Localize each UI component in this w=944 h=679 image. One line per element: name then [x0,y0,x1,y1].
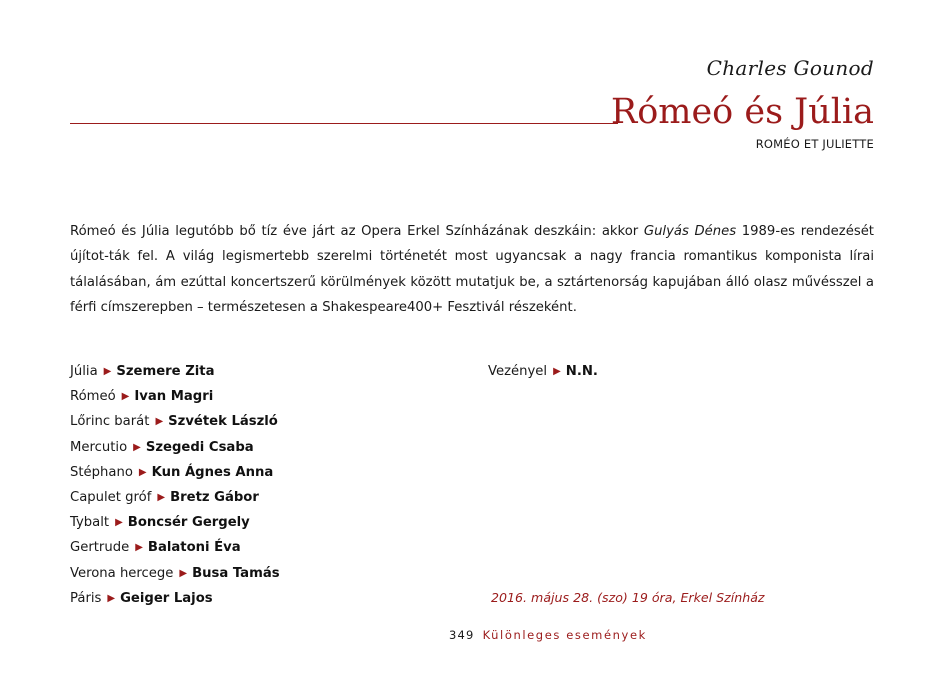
arrow-icon: ▶ [103,366,112,377]
cast-role: Lőrinc barát [70,414,150,430]
cast-role: Rómeó [70,389,116,405]
intro-paragraph [70,219,874,320]
cast-performer: Busa Tamás [192,565,280,581]
arrow-icon: ▶ [157,491,166,503]
cast-performer: Szemere Zita [116,364,215,379]
page-number: 349 [449,628,475,642]
cast-list [70,362,450,614]
cast-performer: Kun Ágnes Anna [151,464,274,480]
cast-performer: Ivan Magri [134,389,214,405]
composer-name: Charles Gounod [706,56,874,80]
cast-role: Capulet gróf [70,489,152,505]
intro-text-1: Rómeó és Júlia legutóbb bő tíz éve járt az Opera Erkel Színházának deszkáin: akkor [70,224,644,240]
arrow-icon: ▶ [179,567,188,579]
arrow-icon: ▶ [115,517,123,529]
arrow-icon: ▶ [121,391,130,403]
arrow-icon: ▶ [138,466,147,478]
conductor-role: Vezényel [488,364,548,379]
arrow-icon: ▶ [553,366,561,377]
cast-role: Tybalt [70,515,110,531]
cast-row [70,513,450,538]
cast-performer: Szvétek László [168,414,278,430]
cast-performer: Geiger Lajos [120,590,213,606]
cast-role: Stéphano [70,464,133,480]
cast-role: Verona hercege [70,565,174,581]
cast-performer: Bretz Gábor [170,489,259,505]
conductor-name: N.N. [565,364,598,379]
section-name: Különleges események [482,628,647,642]
cast-row [70,412,450,437]
cast-role: Mercutio [70,439,128,455]
event-date: 2016. május 28. (szo) 19 óra, Erkel Színház [491,590,765,605]
cast-row [70,463,450,488]
cast-performer: Szegedi Csaba [145,439,254,455]
conductor-row [488,362,598,382]
arrow-icon: ▶ [133,441,141,453]
cast-row [70,564,450,589]
cast-row [70,387,450,412]
original-title: ROMÉO ET JULIETTE [755,137,874,151]
arrow-icon: ▶ [107,592,116,604]
cast-row [70,538,450,563]
title-rule [70,123,618,124]
cast-role: Júlia [70,364,98,379]
opera-title: Rómeó és Júlia [610,92,874,132]
cast-row [70,488,450,513]
cast-performer: Boncsér Gergely [127,515,250,531]
cast-role: Gertrude [70,540,130,556]
cast-row [70,438,450,463]
intro-text-2: 1989-es rendezését újítot-ták fel. A világ legismertebb szerelmi történetét most ugyancsak a nagy francia romantikus komponista lírai tálalásában, ám ezúttal koncertszerű körülmények között mutatjuk be, a sztártenorság kapujában álló olasz művésszel a férfi címszerepben – természetesen a Shakespeare400+ Fesztivál részeként. [70,224,874,316]
director-name: Gulyás Dénes [643,224,737,240]
cast-performer: Balatoni Éva [147,540,241,556]
cast-row [70,362,450,387]
arrow-icon: ▶ [155,416,164,428]
page-footer [449,628,647,642]
cast-role: Páris [70,590,102,606]
arrow-icon: ▶ [135,542,143,554]
cast-row [70,589,450,614]
